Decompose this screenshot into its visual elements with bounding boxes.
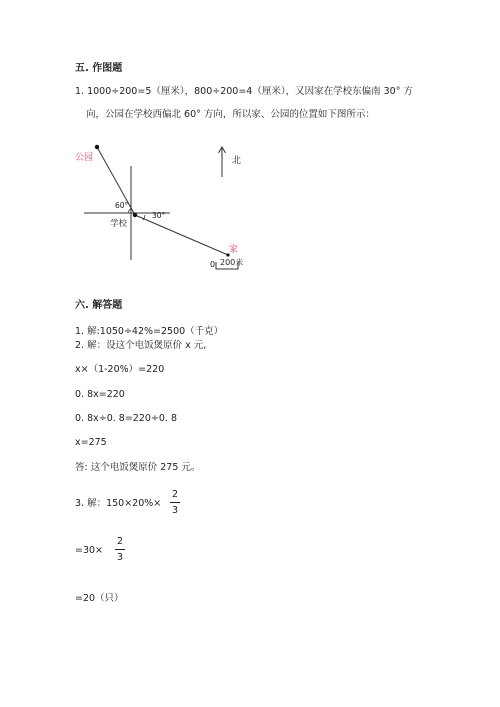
answer-line-7: 答: 这个电饭煲原价 275 元。 <box>75 462 201 473</box>
section6-heading: 六. 解答题 <box>75 300 123 311</box>
fraction-denominator: 3 <box>116 552 124 563</box>
home-line <box>135 215 228 255</box>
park-point <box>95 145 99 149</box>
answer-line-6: x=275 <box>75 437 107 448</box>
school-label: 学校 <box>110 219 128 229</box>
scale-zero-label: 0 <box>210 260 216 269</box>
answer-line-5: 0. 8x÷0. 8=220÷0. 8 <box>75 413 178 424</box>
answer-line-3: x×（1-20%）=220 <box>75 364 165 375</box>
home-label: 家 <box>229 245 239 255</box>
fraction-two-thirds-1 <box>170 489 180 516</box>
answer-line-10: =20（只） <box>75 593 124 604</box>
answer-line-1: 1. 解:1050÷42%=2500（千克） <box>75 326 224 337</box>
north-label: 北 <box>232 156 242 166</box>
fraction-denominator: 3 <box>171 505 179 516</box>
school-point <box>133 213 137 217</box>
fraction-numerator: 2 <box>116 536 124 547</box>
direction-diagram <box>0 135 500 315</box>
fraction-numerator: 2 <box>171 489 179 500</box>
answer-line-8: 3. 解：150×20%× <box>75 498 162 509</box>
fraction-two-thirds-2 <box>115 536 125 563</box>
section5-line1: 1. 1000÷200=5（厘米），800÷200=4（厘米），又因家在学校东偏南 30° 方 <box>75 86 413 97</box>
park-label: 公园 <box>75 153 94 163</box>
section5-line2: 向，公园在学校西偏北 60° 方向，所以家、公园的位置如下图所示： <box>86 109 375 120</box>
answer-line-9: =30× <box>75 545 104 556</box>
angle-left-label: 60° <box>115 201 129 210</box>
scale-value-label: 200米 <box>220 258 244 267</box>
angle-right-label: 30° <box>152 211 166 220</box>
section5-heading: 五. 作图题 <box>75 63 123 74</box>
answer-line-4: 0. 8x=220 <box>75 389 125 400</box>
answer-line-2: 2. 解：设这个电饭煲原价 x 元, <box>75 340 207 351</box>
